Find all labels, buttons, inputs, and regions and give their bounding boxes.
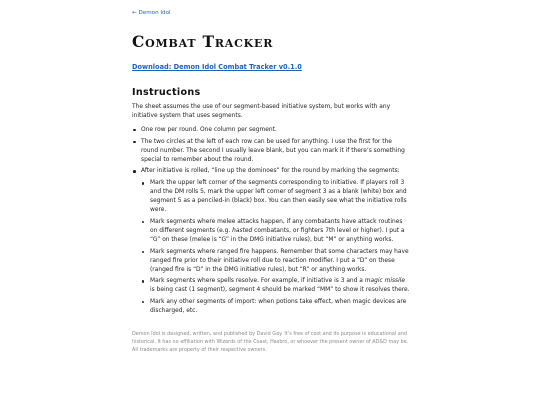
melee-emphasis: hasted [232, 227, 253, 234]
melee-text-b: combatants, or fighters 7th level or higher). I put a “G” on these (melee is “G” in the DMG initiative rules), but “M” or anything works. [150, 227, 405, 243]
main-content [132, 9, 410, 359]
melee-text-a: Mark segments where melee attacks happen, if any combatants have attack routines on different segments (e.g. [150, 218, 403, 234]
list-item-dominoes [132, 167, 410, 316]
footer-text: Demon Idol is designed, written, and published by David Gay. It’s free of cost and its purpose is educational and historical. It has no affiliation with Wizards of the Coast, Hasbro, or whoever the present owner of AD&D may be. All trademarks are property of their respective owners. [132, 331, 409, 354]
instructions-list [132, 126, 410, 316]
instructions-heading: Instructions [132, 87, 201, 98]
back-link[interactable]: ← Demon Idol [132, 10, 171, 16]
intro-paragraph: The sheet assumes the use of our segment-based initiative system, but works with any initiative system that uses segments. [132, 104, 391, 119]
sub-item-spells [141, 277, 410, 295]
spells-emphasis: magic missile [364, 278, 406, 285]
sub-item-initiative: Mark the upper left corner of the segments corresponding to initiative. If players roll 3 and the DM rolls 5, mark the upper left corner of segment 3 as a blank (white) box and segment 5 as a penciled-in (black) box. You can then easily see what the initiative rolls were. [141, 179, 410, 215]
sub-item-ranged: Mark segments where ranged fire happens. Remember that some characters may have ranged fire prior to their initiative roll due to reaction modifier. I put a “D” on these (ranged fire is “D” in the DMG initiative rules), but “R” or anything works. [141, 248, 410, 275]
list-item-rows: One row per round. One column per segment. [132, 126, 410, 135]
list-item-dominoes-text: After initiative is rolled, “line up the dominoes” for the round by marking the segments: [141, 168, 400, 175]
page-title: Combat Tracker [132, 32, 274, 51]
list-item-circles: The two circles at the left of each row can be used for anything. I use the first for the round number. The second I usually leave blank, but you can mark it if there’s something special to remember about the round. [132, 138, 410, 165]
segment-marking-list [141, 179, 410, 316]
spells-text-b: is being cast (1 segment), segment 4 should be marked “MM” to show it resolves there. [150, 287, 410, 294]
sub-item-melee [141, 218, 410, 245]
spells-text-a: Mark segments where spells resolve. For example, if initiative is 3 and a [150, 278, 365, 285]
sub-item-other: Mark any other segments of import: when potions take effect, when magic devices are discharged, etc. [141, 298, 410, 316]
download-link[interactable]: Download: Demon Idol Combat Tracker v0.1.0 [132, 63, 302, 71]
